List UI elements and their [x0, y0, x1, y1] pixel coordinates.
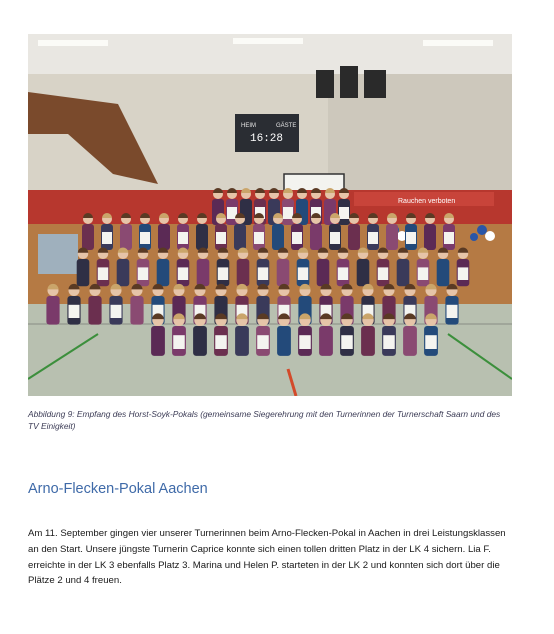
- group-photo: [28, 34, 512, 396]
- figure-caption: Abbildung 9: Empfang des Horst-Soyk-Pokals (gemeinsame Siegerehrung mit den Turnerinnen der Turnerschaft Saarn und des TV Einigkeit): [28, 409, 501, 431]
- gym-scene: [28, 34, 512, 396]
- svg-text:HEIM: HEIM: [241, 123, 256, 129]
- svg-text:16:28: 16:28: [250, 133, 284, 145]
- section-heading: Arno-Flecken-Pokal Aachen: [28, 481, 208, 497]
- section-paragraph: Am 11. September gingen vier unserer Turnerinnen beim Arno-Flecken-Pokal in Aachen in drei Leistungsklassen an den Start. Unsere jüngste Turnerin Caprice konnte sich einen tollen dritten Platz in der LK 4 sichern. Lia F. erreichte in der LK 3 ebenfalls Platz 3. Marina und Helen P. starteten in der LK 2 und konnten sich dort über die Plätze 2 und 4 freuen.: [28, 528, 506, 587]
- banner-text: Rauchen verboten: [398, 198, 456, 205]
- scoreboard: [235, 114, 299, 152]
- svg-text:GÄSTE: GÄSTE: [276, 123, 297, 129]
